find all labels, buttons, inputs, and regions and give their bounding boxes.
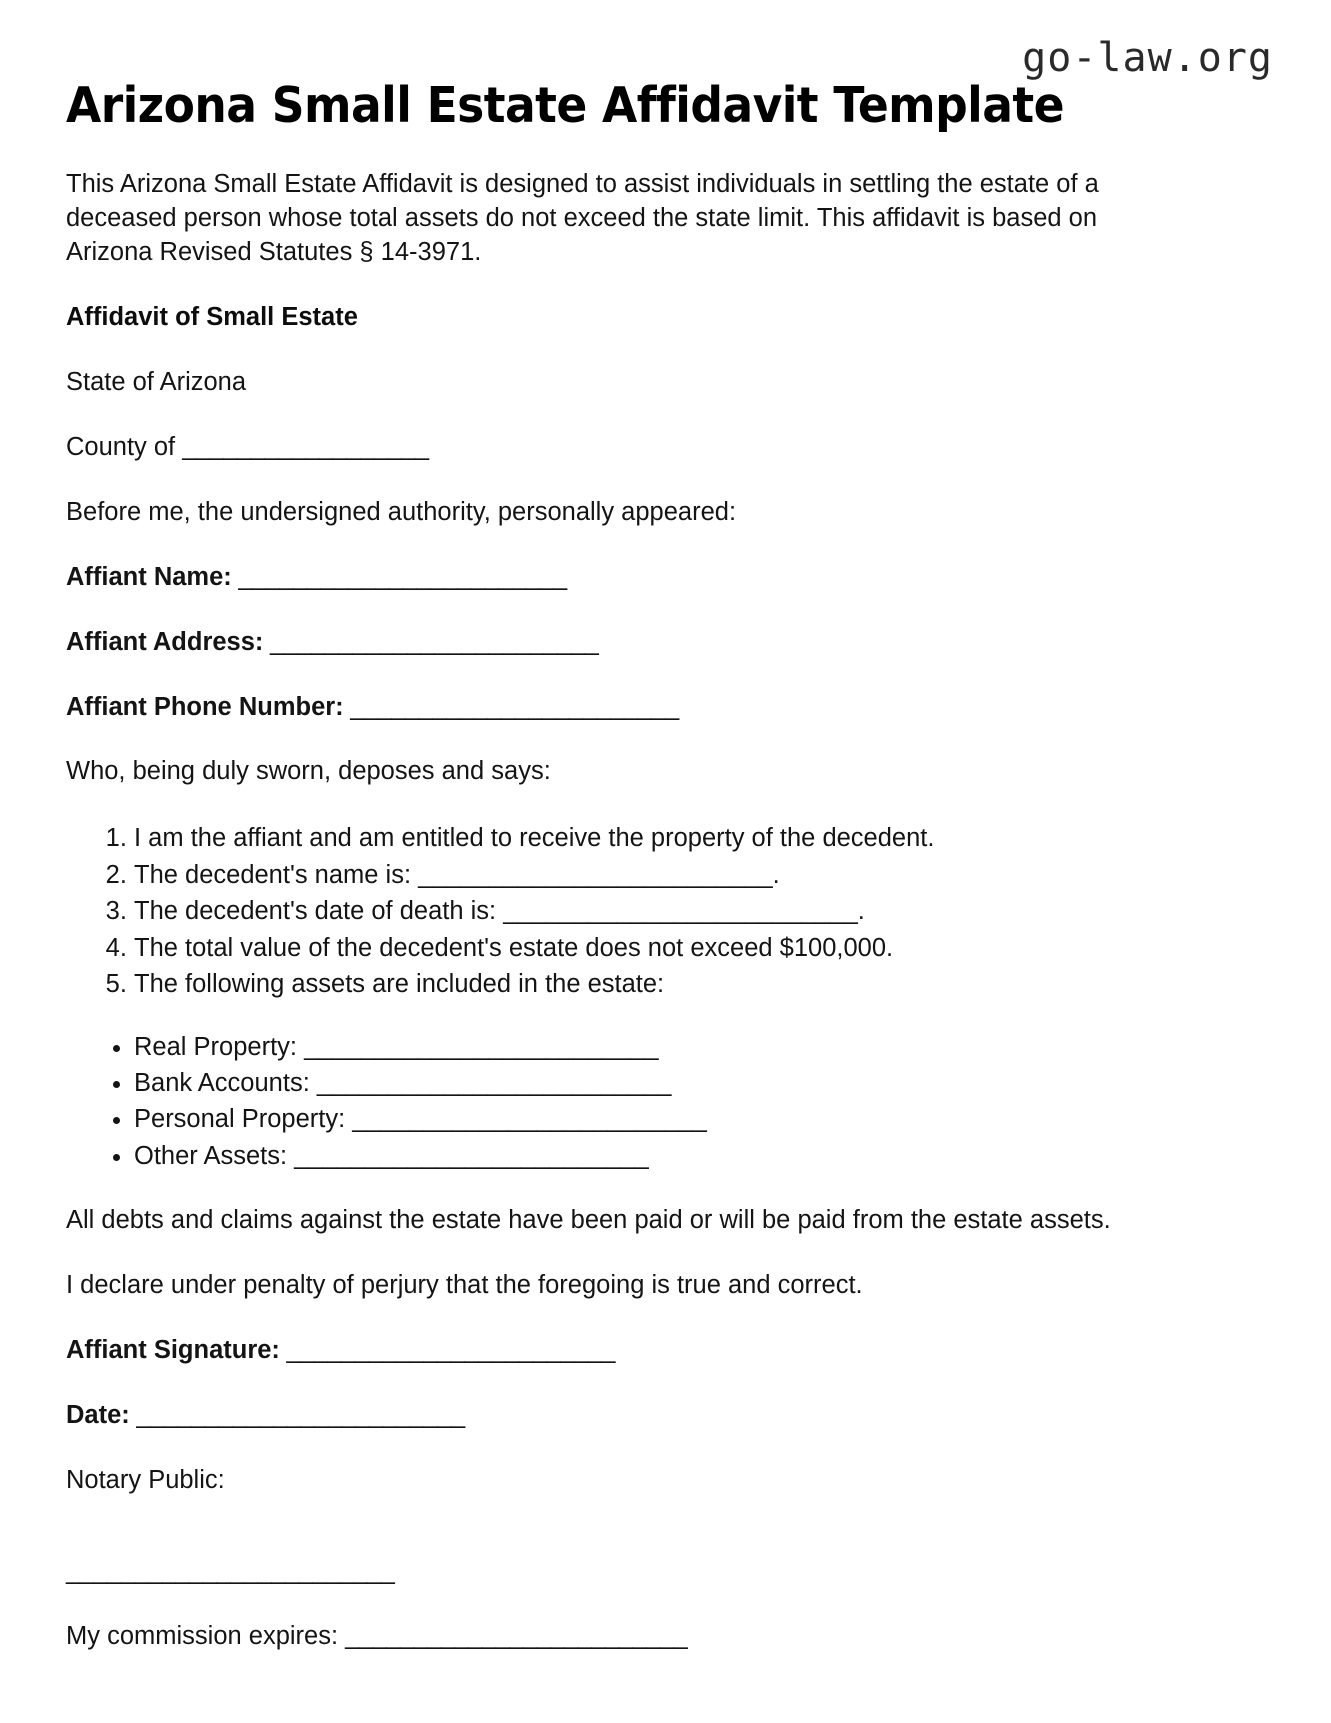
- asset-list: [66, 1029, 1156, 1175]
- county-blank[interactable]: __________________: [182, 432, 429, 461]
- list-item: • Personal Property: _________________________: [134, 1101, 1156, 1137]
- list-item: • Real Property: _________________________: [134, 1029, 1156, 1065]
- county-field: [66, 431, 1156, 465]
- appearance-line: Before me, the undersigned authority, personally appeared:: [66, 497, 737, 526]
- commission-expires-label: My commission expires:: [66, 1621, 346, 1650]
- list-item: 1. I am the affiant and am entitled to receive the property of the decedent.: [134, 820, 1156, 856]
- list-item: • Other Assets: _________________________: [134, 1138, 1156, 1174]
- affiant-signature-blank[interactable]: ________________________: [279, 1336, 615, 1365]
- list-item: • Bank Accounts: _________________________: [134, 1065, 1156, 1101]
- affiant-signature-field: [66, 1334, 1156, 1368]
- date-label: Date:: [66, 1401, 130, 1430]
- affiant-name-field: [66, 561, 1156, 595]
- affiant-signature-label: Affiant Signature:: [66, 1336, 280, 1365]
- affiant-address-label: Affiant Address:: [66, 627, 264, 656]
- debts-paragraph: All debts and claims against the estate have been paid or will be paid from the estate assets.: [66, 1206, 1111, 1235]
- affiant-name-label: Affiant Name:: [66, 562, 232, 591]
- affiant-name-blank[interactable]: ________________________: [231, 562, 567, 591]
- list-item: 5. The following assets are included in the estate:: [134, 966, 1156, 1002]
- document-content: [66, 78, 1156, 1685]
- affiant-address-blank[interactable]: ________________________: [263, 627, 599, 656]
- list-item: 3. The decedent's date of death is: _________________________.: [134, 893, 1156, 929]
- list-item: 2. The decedent's name is: _________________________.: [134, 857, 1156, 893]
- declaration-list: [66, 820, 1156, 1002]
- commission-expires-field: [66, 1620, 1156, 1654]
- affiant-phone-label: Affiant Phone Number:: [66, 692, 344, 721]
- sworn-line: Who, being duly sworn, deposes and says:: [66, 757, 551, 786]
- section-heading-affidavit: Affidavit of Small Estate: [66, 303, 358, 332]
- notary-signature-blank[interactable]: ________________________: [66, 1556, 395, 1585]
- site-watermark: go-law.org: [1022, 35, 1273, 81]
- notary-public-label: Notary Public:: [66, 1466, 225, 1495]
- commission-expires-blank[interactable]: _________________________: [345, 1621, 688, 1650]
- county-label: County of: [66, 432, 183, 461]
- notary-spacer: [66, 1529, 1156, 1555]
- intro-paragraph: This Arizona Small Estate Affidavit is designed to assist individuals in settling the estate of a deceased person whose total assets do not exceed the state limit. This affidavit is based on Arizona Revised Statutes § 14-3971.: [66, 170, 1099, 267]
- date-field: [66, 1399, 1156, 1433]
- state-line: State of Arizona: [66, 367, 247, 396]
- page-title: Arizona Small Estate Affidavit Template: [66, 77, 1064, 134]
- affiant-phone-blank[interactable]: ________________________: [343, 692, 679, 721]
- list-item: 4. The total value of the decedent's estate does not exceed $100,000.: [134, 930, 1156, 966]
- date-blank[interactable]: ________________________: [129, 1401, 465, 1430]
- affiant-address-field: [66, 626, 1156, 660]
- affiant-phone-field: [66, 691, 1156, 725]
- perjury-paragraph: I declare under penalty of perjury that the foregoing is true and correct.: [66, 1271, 863, 1300]
